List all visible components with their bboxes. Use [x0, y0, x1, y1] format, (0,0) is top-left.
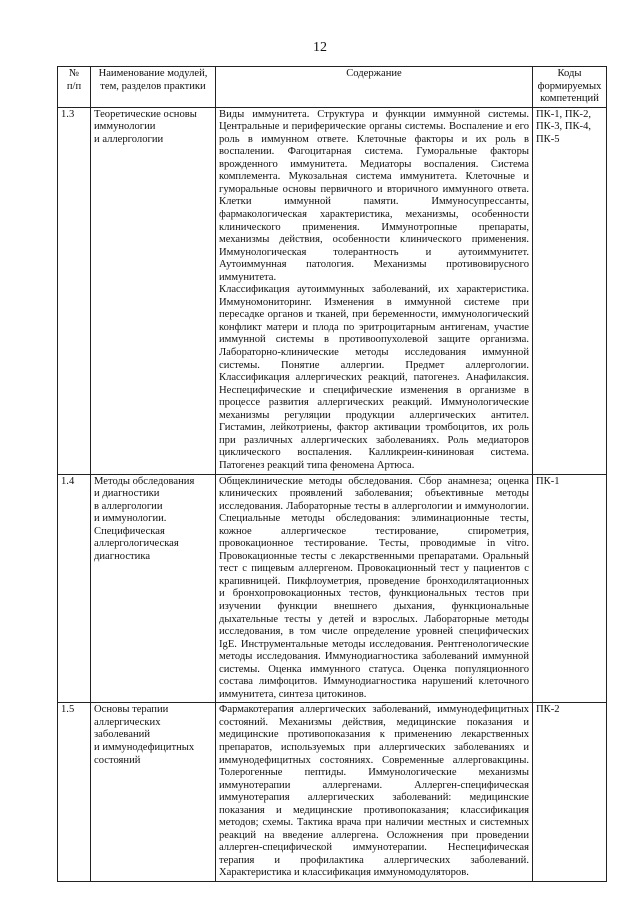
content-line: провокационное тестирование. Тесты, проводимые in vitro. — [219, 538, 529, 550]
competency-codes — [533, 703, 607, 882]
competency-code-line: ПК-3, ПК-4, — [536, 121, 592, 133]
module-name-line: состояний — [94, 754, 141, 766]
content-line: конфликт матери и плода по эритроцитарным антигенам, участие — [219, 321, 529, 333]
module-name — [91, 107, 216, 474]
content-line: Центральные и периферические органы системы. Воспаление и его — [219, 121, 529, 133]
content-line: дыхательные тесты у детей и взрослых. Лабораторные методы — [219, 613, 529, 625]
content-line: воспалении. Фагоцитарная система. Гуморальные факторы — [219, 146, 529, 158]
content-line: гуморальные основы первичного и вторичного иммунного ответа. — [219, 183, 529, 195]
content-line: системы. Понятие аллергии. Предмет аллергологии. — [219, 359, 529, 371]
content-text — [216, 107, 533, 474]
module-name — [91, 703, 216, 882]
page-number: 12 — [313, 40, 327, 55]
content-line: Иммуномониторинг. Изменения в иммунной системе при — [219, 296, 529, 308]
content-line: Иммунологическая толерантность и аутоиммунитет. — [219, 246, 529, 258]
header-codes-line: формируемых — [537, 80, 602, 92]
content-text — [216, 474, 533, 703]
module-name-line: Специфическая — [94, 525, 165, 537]
header-num — [58, 67, 91, 108]
content-line: состава лимфоцитов. Иммунодиагностика нарушений клеточного — [219, 676, 529, 688]
header-codes-line: Коды — [557, 68, 582, 79]
content-line: Классификация аллергических реакций, патогенез. Анафилаксия. — [219, 372, 529, 384]
header-codes — [533, 67, 607, 108]
content-line: Классификация аутоиммунных заболеваний, их характеристика. — [219, 284, 529, 296]
content-line: Патогенез реакций типа феномена Артюса. — [219, 459, 415, 471]
content-line: системы. Оценка иммунного статуса. Оценка популяционного — [219, 663, 529, 675]
module-name-line: Основы терапии — [94, 704, 169, 716]
content-line: методы исследования. Иммунодиагностика заболеваний иммунной — [219, 651, 529, 663]
content-line: исследования. Лабораторные тесты в аллергологии и иммунологии. — [219, 500, 529, 512]
content-line: клинических проявлений заболевания; объективные методы — [219, 488, 529, 500]
module-name-line: в аллергологии — [94, 500, 163, 512]
content-line: иммунной системы в противоопухолевой защите организма. — [219, 334, 529, 346]
module-name-line: диагностика — [94, 550, 151, 562]
header-num-line: № — [68, 68, 80, 79]
module-name-line: и иммунодефицитных — [94, 741, 195, 753]
content-line: Клетки иммунной памяти. Иммуносупрессанты, — [219, 196, 529, 208]
table-row — [58, 703, 607, 882]
table-row — [58, 474, 607, 703]
content-line: иммунотерапия аллергических заболеваний: медицинские — [219, 792, 529, 804]
content-line: Характеристика и классификация иммуномодуляторов. — [219, 867, 469, 879]
content-line: реакций на введение аллергена. Осложнения при проведении — [219, 829, 529, 841]
content-line: Провокационные тесты с лекарственными препаратами. Оральный — [219, 550, 529, 562]
content-line: состояний. Механизмы действия, медицинские показания и — [219, 716, 529, 728]
content-line: Неспецифические и специфические изменения в организме в — [219, 384, 529, 396]
module-name-line: Теоретические основы — [94, 108, 197, 120]
content-line: крапивницей. Пикфлоуметрия, проведение бронходилятационных — [219, 575, 529, 587]
table-header-row — [58, 67, 607, 108]
content-text — [216, 703, 533, 882]
content-line: терапия и профилактика аллергических заболеваний. — [219, 854, 529, 866]
module-name-line: заболеваний — [94, 729, 150, 741]
header-module — [91, 67, 216, 108]
competency-code-line: ПК-2 — [536, 704, 560, 716]
content-line: Общеклинические методы обследования. Сбор анамнеза; оценка — [219, 475, 529, 487]
content-line: исследования, в том числе определение уровней специфических — [219, 626, 529, 638]
competency-codes — [533, 107, 607, 474]
content-line: фармакологическая характеристика, механизмы, особенности — [219, 209, 529, 221]
curriculum-table — [57, 66, 607, 882]
content-line: Виды иммунитета. Структура и функции иммунной системы. — [219, 108, 529, 120]
content-line: комплемента. Мукозальная система иммунитета. Клеточные и — [219, 171, 529, 183]
content-line: врожденного иммунитета. Медиаторы воспаления. Система — [219, 158, 529, 170]
content-line: Гистамин, лейкотриены, фактор активации тромбоцитов, их роль — [219, 422, 529, 434]
content-line: Специальные методы обследования: элиминационные тесты, — [219, 513, 529, 525]
content-line: Фармакотерапия аллергических заболеваний, иммунодефицитных — [219, 704, 529, 716]
content-line: иммунотерапии аллергенами. Аллерген-специфическая — [219, 779, 529, 791]
content-line: препаратов, используемых при аллергических заболеваниях и — [219, 741, 529, 753]
module-name-line: и иммунологии. — [94, 513, 167, 525]
content-line: клинического применения. Иммунотропные препараты, — [219, 221, 529, 233]
module-name-line: иммунологии — [94, 121, 156, 133]
content-line: роль в иммунном ответе. Клеточные факторы и их роль в — [219, 133, 529, 145]
content-line: и бронхопровокационных тестов, функциональных тестов при — [219, 588, 529, 600]
content-line: пересадке органов и тканей, при беременности, иммунологический — [219, 309, 529, 321]
header-num-line: п/п — [66, 80, 82, 92]
content-line: при различных аллергических заболеваниях. Роль медиаторов — [219, 434, 529, 446]
content-line: показания и медицинские противопоказания; классификация — [219, 804, 529, 816]
content-line: IgE. Инструментальные методы исследования. Рентгенологические — [219, 638, 529, 650]
content-line: Толерогенные пептиды. Иммунологические механизмы — [219, 767, 529, 779]
content-line: иммунодефицитных состояниях. Современные аллерговакцины. — [219, 754, 529, 766]
row-number: 1.3 — [58, 107, 91, 474]
content-line: иммунитета, синтеза цитокинов. — [219, 688, 367, 700]
content-line: кожное аллергическое тестирование, спирометрия, — [219, 525, 529, 537]
content-line: медицинские противопоказания к применению лекарственных — [219, 729, 529, 741]
content-line: Аутоиммунная патология. Механизмы противовирусного иммунитета. — [219, 259, 529, 283]
row-number: 1.4 — [58, 474, 91, 703]
content-line: процессе развития аллергических реакций. Иммунологические — [219, 397, 529, 409]
competency-codes — [533, 474, 607, 703]
module-name-line: Методы обследования — [94, 475, 195, 487]
row-number: 1.5 — [58, 703, 91, 882]
module-name-line: и диагностики — [94, 488, 160, 500]
module-name — [91, 474, 216, 703]
header-module-line: тем, разделов практики — [100, 80, 206, 92]
header-content: Содержание — [216, 67, 533, 108]
table-row — [58, 107, 607, 474]
module-name-line: и аллергологии — [94, 133, 164, 145]
content-line: тест с пищевым аллергеном. Провокационный тест у пациентов с — [219, 563, 529, 575]
content-line: механизмы действия, особенности клинического применения. — [219, 234, 529, 246]
competency-code-line: ПК-1, ПК-2, — [536, 108, 592, 120]
content-line: изучении функции внешнего дыхания, функциональные — [219, 600, 529, 612]
competency-code-line: ПК-1 — [536, 475, 560, 487]
competency-code-line: ПК-5 — [536, 133, 560, 145]
content-line: аллерген-специфической иммунотерапии. Неспецифическая — [219, 842, 529, 854]
module-name-line: аллергических — [94, 716, 161, 728]
content-line: механизмы регуляции продукции аллергических антител. — [219, 409, 529, 421]
content-line: циклического воспаления. Калликреин-кининовая система. — [219, 447, 529, 459]
header-codes-line: компетенций — [540, 93, 599, 105]
module-name-line: аллергологическая — [94, 538, 179, 550]
content-line: Лабораторно-клинические методы исследования иммунной — [219, 347, 529, 359]
header-module-line: Наименование модулей, — [98, 68, 208, 79]
content-line: методов; схемы. Тактика врача при наличии местных и системных — [219, 817, 529, 829]
